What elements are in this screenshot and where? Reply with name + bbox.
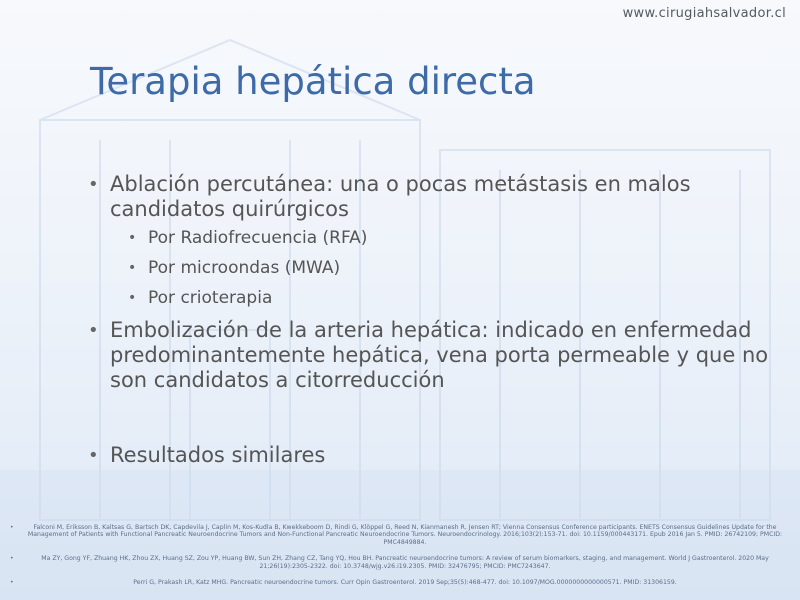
- slide-title: Terapia hepática directa: [90, 60, 536, 103]
- bullet-resultados: [88, 443, 778, 468]
- reference-item: [10, 555, 790, 570]
- sub-bullet-rfa: [88, 228, 778, 248]
- reference-text: Ma ZY, Gong YF, Zhuang HK, Zhou ZX, Huang SZ, Zou YP, Huang BW, Sun ZH, Zhang CZ, Tang YQ, Hou BH. Pancreatic neuroendocrine tumors: A review of serum biomarkers, staging, and management. World J Gastroenterol. 2020 May 21;26(19):2305-2322. doi: 10.3748/wjg.v26.i19.2305. PMID: 32476795; PMCID: PMC7243647.: [41, 555, 769, 570]
- sub-bullet-text: Por Radiofrecuencia (RFA): [148, 228, 368, 248]
- bullet-ablacion: [88, 172, 778, 222]
- reference-item: [10, 579, 790, 586]
- bullet-icon: •: [128, 260, 137, 276]
- reference-text: Perri G, Prakash LR, Katz MHG. Pancreatic neuroendocrine tumors. Curr Opin Gastroenterol. 2019 Sep;35(5):468-477. doi: 10.1097/MOG.0000000000000571. PMID: 31306159.: [133, 579, 677, 587]
- bullet-text: Ablación percutánea: una o pocas metástasis en malos candidatos quirúrgicos: [110, 172, 691, 221]
- bullet-text: Resultados similares: [110, 443, 326, 467]
- bullet-icon: •: [88, 445, 99, 466]
- bullet-icon: •: [10, 555, 14, 563]
- bullet-icon: •: [10, 579, 14, 587]
- bullet-icon: •: [128, 230, 137, 246]
- bullet-icon: •: [88, 320, 99, 341]
- bullet-icon: •: [10, 524, 14, 531]
- sub-bullet-mwa: [88, 258, 778, 278]
- sub-bullet-crio: [88, 288, 778, 308]
- bullet-embolizacion: [88, 318, 778, 393]
- reference-text: Falconi M, Eriksson B, Kaltsas G, Bartsch DK, Capdevila J, Caplin M, Kos-Kudla B, Kwekkeboom D, Rindi G, Klöppel G, Reed N, Kianmanesh R, Jensen RT; Vienna Consensus Conference participants. ENETS Consensus Guidelines Update for the Management of Patients with Functional Pancreatic Neuroendocrine Tumors and Non-Functional Pancreatic Neuroendocrine Tumors. Neuroendocrinology. 2016;103(2):153-71. doi: 10.1159/000443171. Epub 2016 Jan 5. PMID: 26742109; PMCID: PMC4849884.: [27, 524, 783, 546]
- sub-bullet-text: Por microondas (MWA): [148, 258, 341, 278]
- bullet-icon: •: [88, 174, 99, 195]
- references: [10, 524, 790, 595]
- site-url[interactable]: www.cirugiahsalvador.cl: [622, 6, 786, 21]
- bullet-text: Embolización de la arteria hepática: indicado en enfermedad predominantemente hepática, vena porta permeable y que no son candidatos a citorreducción: [110, 318, 769, 392]
- bullet-icon: •: [128, 290, 137, 306]
- reference-item: [10, 524, 790, 546]
- bullet-list: [88, 172, 778, 474]
- sub-bullet-text: Por crioterapia: [148, 288, 273, 308]
